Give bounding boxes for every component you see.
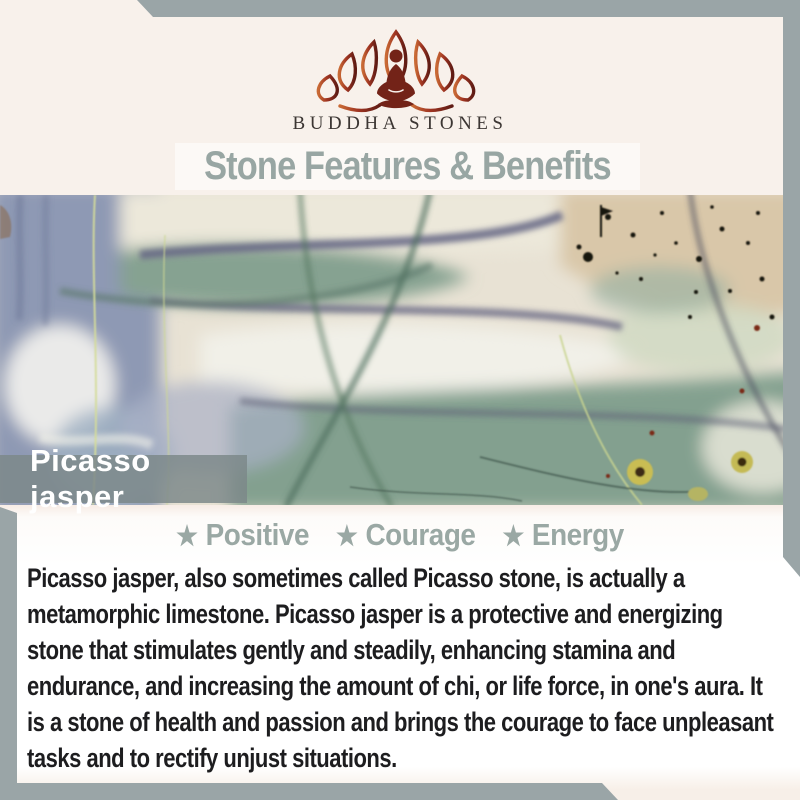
brand-name: BUDDHA STONES bbox=[292, 113, 508, 134]
title-banner bbox=[175, 143, 640, 190]
info-section bbox=[0, 505, 800, 800]
stone-name-label bbox=[0, 443, 247, 514]
feature-courage bbox=[336, 517, 475, 552]
feature-energy bbox=[502, 517, 623, 552]
feature-label: Courage bbox=[365, 517, 476, 552]
frame-top-bar bbox=[137, 0, 800, 17]
feature-label: Positive bbox=[205, 517, 310, 552]
lotus-meditation-icon bbox=[310, 28, 482, 114]
stone-description: Picasso jasper, also sometimes called Picasso stone, is actually a metamorphic limestone. Picasso jasper is a protective and energizing stone that stimulates gently and steadily, enhancing stamina and endurance, and increasing the amount of chi, or life force, in one's aura. It is a stone of health and passion and brings the courage to face unpleasant tasks and to rectify unjust situations. bbox=[27, 563, 774, 773]
star-icon: ★ bbox=[176, 521, 198, 551]
features-row bbox=[40, 517, 760, 553]
star-icon: ★ bbox=[502, 521, 524, 551]
star-icon: ★ bbox=[336, 521, 358, 551]
feature-positive bbox=[176, 517, 309, 552]
feature-label: Energy bbox=[531, 517, 624, 552]
stone-name-text: Picasso jasper bbox=[30, 443, 151, 514]
page-title: Stone Features & Benefits bbox=[204, 144, 611, 188]
